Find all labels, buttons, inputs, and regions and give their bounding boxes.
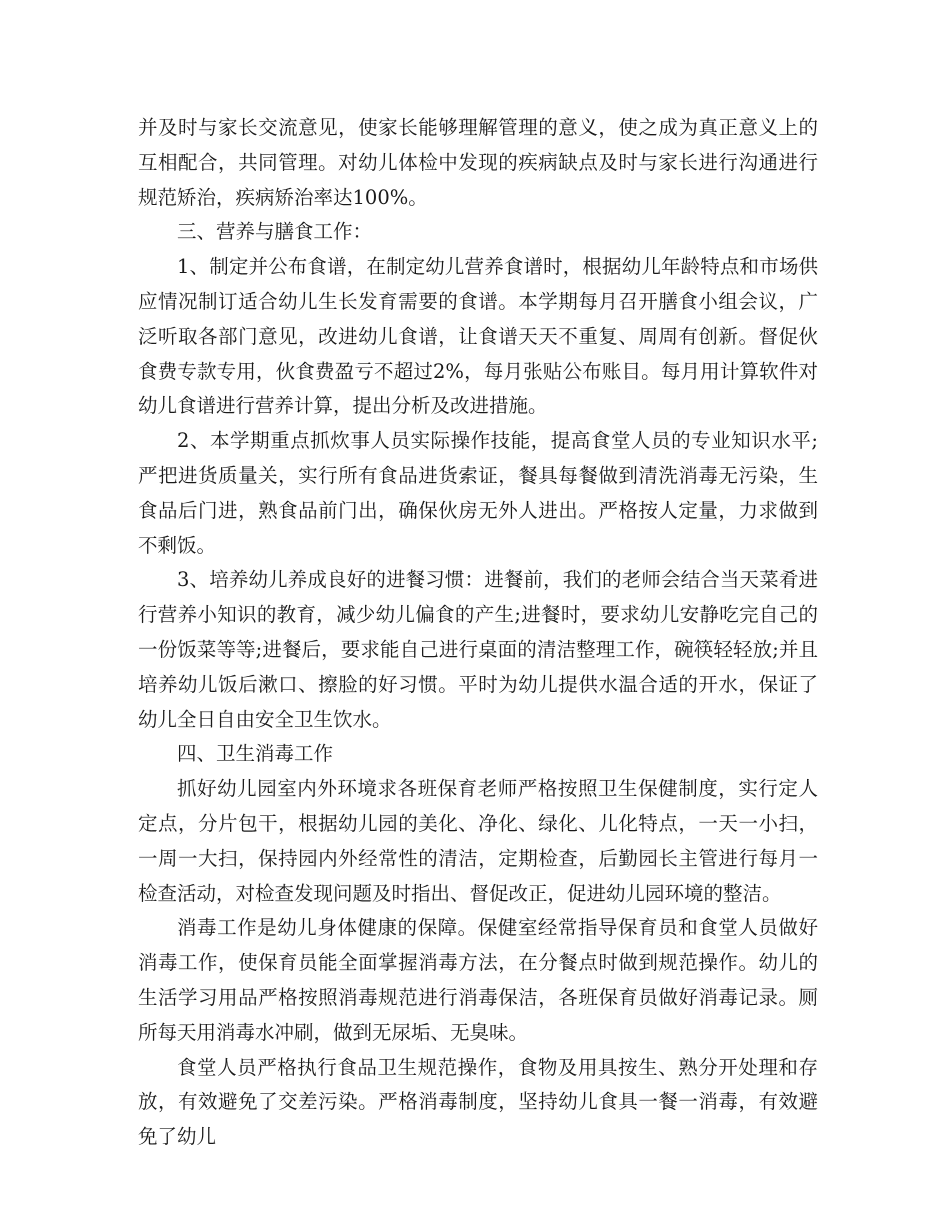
paragraph-kitchen-staff: 2、本学期重点抓炊事人员实际操作技能，提高食堂人员的专业知识水平;严把进货质量关，实行所有食品进货索证，餐具每餐做到清洗消毒无污染，生食品后门进，熟食品前门出，确保伙房无外人进出。严格按人定量，力求做到不剩饭。 (138, 429, 818, 557)
paragraph-environment: 抓好幼儿园室内外环境求各班保育老师严格按照卫生保健制度，实行定人定点，分片包干，根据幼儿园的美化、净化、绿化、儿化特点，一天一小扫，一周一大扫，保持园内外经常性的清洁，定期检查，后勤园长主管进行每月一检查活动，对检查发现问题及时指出、督促改正，促进幼儿园环境的整洁。 (138, 777, 818, 905)
paragraph-menu-planning: 1、制定并公布食谱，在制定幼儿营养食谱时，根据幼儿年龄特点和市场供应情况制订适合幼儿生长发育需要的食谱。本学期每月召开膳食小组会议，广泛听取各部门意见，改进幼儿食谱，让食谱天天不重复、周周有创新。督促伙食费专款专用，伙食费盈亏不超过2%，每月张贴公布账目。每月用计算软件对幼儿食谱进行营养计算，提出分析及改进措施。 (138, 255, 818, 418)
paragraph-disinfection: 消毒工作是幼儿身体健康的保障。保健室经常指导保育员和食堂人员做好消毒工作，使保育员能全面掌握消毒方法，在分餐点时做到规范操作。幼儿的生活学习用品严格按照消毒规范进行消毒保洁，各班保育员做好消毒记录。厕所每天用消毒水冲刷，做到无尿垢、无臭味。 (138, 916, 818, 1044)
section-heading-nutrition: 三、营养与膳食工作： (177, 220, 373, 244)
section-heading-sanitation: 四、卫生消毒工作 (177, 742, 334, 766)
paragraph-eating-habits: 3、培养幼儿养成良好的进餐习惯：进餐前，我们的老师会结合当天菜肴进行营养小知识的教育，减少幼儿偏食的产生;进餐时，要求幼儿安静吃完自己的一份饭菜等等;进餐后，要求能自己进行桌面的清洁整理工作，碗筷轻轻放;并且培养幼儿饭后漱口、擦脸的好习惯。平时为幼儿提供水温合适的开水，保证了幼儿全日自由安全卫生饮水。 (138, 568, 818, 731)
paragraph-health-check: 并及时与家长交流意见，使家长能够理解管理的意义，使之成为真正意义上的互相配合，共同管理。对幼儿体检中发现的疾病缺点及时与家长进行沟通进行规范矫治，疾病矫治率达100%。 (138, 116, 818, 209)
paragraph-canteen-hygiene: 食堂人员严格执行食品卫生规范操作，食物及用具按生、熟分开处理和存放，有效避免了交差污染。严格消毒制度，坚持幼儿食具一餐一消毒，有效避免了幼儿 (138, 1055, 818, 1149)
document-body (138, 111, 818, 1155)
